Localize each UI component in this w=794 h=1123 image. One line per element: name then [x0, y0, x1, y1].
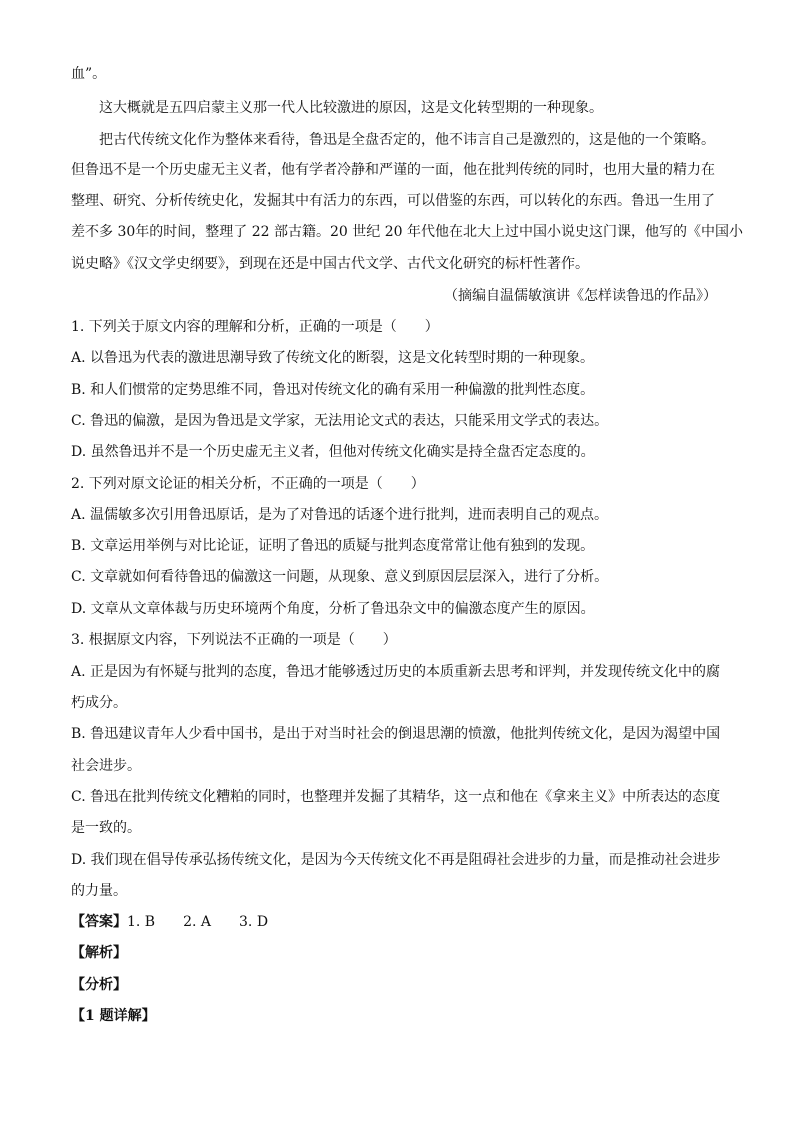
option-d: D. 文章从文章体裁与历史环境两个角度，分析了鲁迅杂文中的偏激态度产生的原因。	[71, 601, 595, 617]
option-c: C. 鲁迅的偏激，是因为鲁迅是文学家，无法用论文式的表达，只能采用文学式的表达。	[71, 413, 609, 429]
option-b-cont: 社会进步。	[71, 758, 141, 774]
option-d-cont: 的力量。	[71, 883, 127, 899]
fenxi-label: 【分析】	[71, 977, 127, 993]
option-b: B. 鲁迅建议青年人少看中国书，是出于对当时社会的倒退思潮的愤激，他批判传统文化，是因为渴望中国	[71, 726, 721, 742]
option-d: D. 虽然鲁迅并不是一个历史虚无主义者，但他对传统文化确实是持全盘否定态度的。	[71, 444, 595, 460]
answer-label: 【答案】	[71, 914, 127, 930]
passage-source: （摘编自温儒敏演讲《怎样读鲁迅的作品》）	[444, 288, 717, 304]
passage-line: 说史略》《汉文学史纲要》，到现在还是中国古代文学、古代文化研究的标杆性著作。	[71, 256, 589, 272]
answer-line	[71, 912, 723, 932]
option-c: C. 文章就如何看待鲁迅的偏激这一问题，从现象、意义到原因层层深入，进行了分析。	[71, 569, 609, 585]
passage-line: 差不多 30年的时间，整理了 22 部古籍。20 世纪 20 年代他在北大上过中国小说史这门课，他写的《中国小	[71, 224, 743, 240]
option-b: B. 文章运用举例与对比论证，证明了鲁迅的质疑与批判态度常常让他有独到的发现。	[71, 538, 595, 554]
option-d: D. 我们现在倡导传承弘扬传统文化，是因为今天传统文化不再是阻碍社会进步的力量，而是推动社会进步	[71, 852, 721, 868]
option-a: A. 正是因为有怀疑与批判的态度，鲁迅才能够透过历史的本质重新去思考和评判，并发现传统文化中的腐	[71, 664, 721, 680]
analysis-label: 【解析】	[71, 945, 127, 961]
option-a: A. 温儒敏多次引用鲁迅原话，是为了对鲁迅的话逐个进行批判，进而表明自己的观点。	[71, 507, 609, 523]
option-a-cont: 朽成分。	[71, 695, 127, 711]
option-b: B. 和人们惯常的定势思维不同，鲁迅对传统文化的确有采用一种偏激的批判性态度。	[71, 382, 595, 398]
question-stem: 3. 根据原文内容，下列说法不正确的一项是（ ）	[71, 632, 397, 648]
passage-line: 血”。	[71, 66, 107, 82]
question-stem: 1. 下列关于原文内容的理解和分析，正确的一项是（ ）	[71, 319, 439, 335]
answer-value: 1. B 2. A 3. D	[127, 914, 269, 930]
passage-line: 把古代传统文化作为整体来看待，鲁迅是全盘否定的，他不讳言自己是激烈的，这是他的一个策略。	[99, 132, 715, 148]
passage-line: 这大概就是五四启蒙主义那一代人比较激进的原因，这是文化转型期的一种现象。	[99, 100, 603, 116]
option-a: A. 以鲁迅为代表的激进思潮导致了传统文化的断裂，这是文化转型时期的一种现象。	[71, 350, 595, 366]
passage-line: 但鲁迅不是一个历史虚无主义者，他有学者冷静和严谨的一面，他在批判传统的同时，也用大量的精力在	[71, 162, 715, 178]
option-c: C. 鲁迅在批判传统文化糟粕的同时，也整理并发掘了其精华，这一点和他在《拿来主义》中所表达的态度	[71, 789, 721, 805]
question-stem: 2. 下列对原文论证的相关分析，不正确的一项是（ ）	[71, 476, 425, 492]
option-c-cont: 是一致的。	[71, 820, 141, 836]
passage-line: 整理、研究、分析传统史化，发掘其中有活力的东西，可以借鉴的东西，可以转化的东西。鲁迅一生用了	[71, 193, 715, 209]
detail-label: 【1 题详解】	[71, 1008, 156, 1024]
